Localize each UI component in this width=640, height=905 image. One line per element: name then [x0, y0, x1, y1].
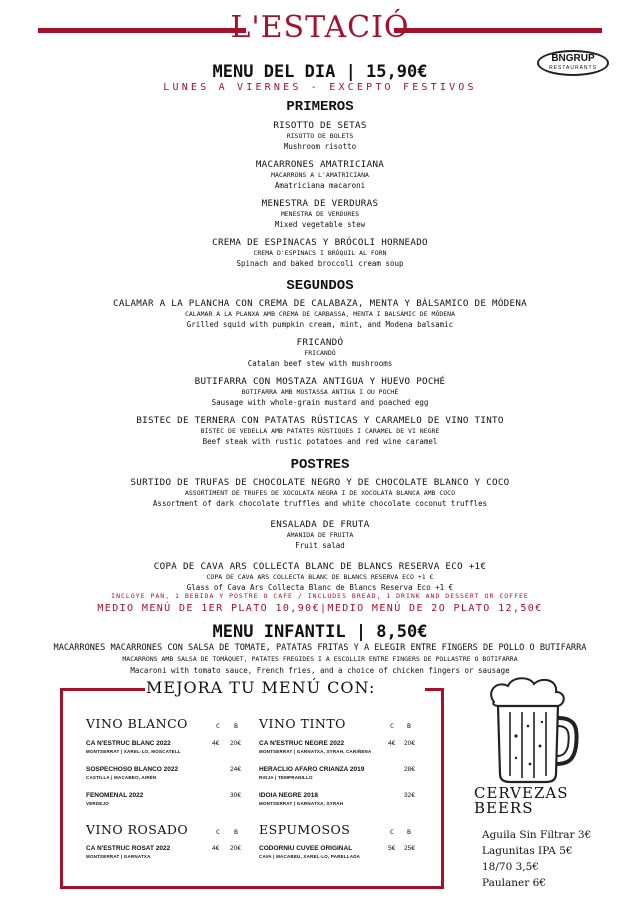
dish-catalan: AMANIDA DE FRUITA [286, 531, 354, 539]
dish-english: Amatriciana macaroni [274, 181, 366, 190]
dish-name: MACARRONES AMATRICIANA [255, 159, 385, 170]
beer-mug-icon [480, 676, 580, 786]
col-c-label: C [216, 722, 220, 730]
dish [0, 519, 640, 551]
dish-name: COPA DE CAVA ARS COLLECTA BLANC DE BLANCS RESERVA ECO +1€ [153, 561, 487, 572]
dish-catalan: BISTEC DE VEDELLA AMB PATATES RÚSTIQUES I CARAMEL DE VI NEGRE [200, 427, 440, 435]
wine-name: IDOIA NEGRE 2018 [259, 792, 319, 799]
col-b-label: B [407, 828, 411, 836]
dish-english: Mixed vegetable stew [274, 220, 366, 229]
wine-grapes: VERDEJO [86, 801, 109, 806]
wine-section-rosado-heading: VINO ROSADO [86, 822, 189, 837]
wine-section-espumosos-heading: ESPUMOSOS [259, 822, 351, 837]
section-primeros [0, 120, 640, 276]
wine-name: FENOMENAL 2022 [86, 792, 144, 799]
beer-item: Aguila Sin Filtrar 3€ [482, 829, 592, 841]
wine-section-tinto-heading: VINO TINTO [259, 716, 346, 731]
dish-catalan: MENESTRA DE VERDURES [280, 210, 360, 218]
restaurant-logo: L'ESTACIÓ [230, 10, 410, 45]
section-primeros-heading: PRIMEROS [286, 99, 354, 115]
dish-english: Macaroni with tomato sauce, French fries, and a choice of chicken fingers or sausage [130, 666, 510, 675]
col-c-label: C [216, 828, 220, 836]
dish-english: Glass of Cava Ars Collecta Blanc de Blancs Reserva Eco +1 € [186, 583, 454, 592]
dish-english: Fruit salad [295, 541, 345, 550]
wine-price-cup: 5€ [388, 845, 396, 852]
wine-box-title: MEJORA TU MENÚ CON: [146, 678, 376, 697]
wine-name: HERACLIO AFARO CRIANZA 2019 [259, 766, 365, 773]
dish-catalan: CREMA D'ESPINACS I BRÒQUIL AL FORN [253, 249, 387, 257]
section-segundos-heading: SEGUNDOS [286, 278, 354, 294]
wine-grapes: RIOJA | TEMPRANILLO [259, 775, 313, 780]
dish [0, 376, 640, 408]
dish-catalan: COPA DE CAVA ARS COLLECTA BLANC DE BLANCS RESERVA ECO +1 € [206, 573, 434, 581]
wine-grapes: MONTSERRAT | GARNATXA, SYRAH, CARIÑENA [259, 749, 372, 754]
wine-name: CA N'ESTRUC BLANC 2022 [86, 740, 171, 747]
dish-english: Spinach and baked broccoli cream soup [236, 259, 404, 268]
menu-title: MENU DEL DIA | 15,90€ [212, 62, 428, 82]
dish-name: CREMA DE ESPINACAS Y BRÓCOLI HORNEADO [212, 237, 428, 248]
dish-catalan: MACARRONS A L'AMATRICIANA [271, 171, 369, 179]
col-c-label: C [390, 722, 394, 730]
wine-price-cup: 4€ [388, 740, 396, 747]
bngrup-logo-text: BNGRUP [551, 53, 595, 64]
dish-english: Sausage with whole-grain mustard and poached egg [211, 398, 429, 407]
dish [0, 337, 640, 369]
dish [0, 415, 640, 447]
col-b-label: B [407, 722, 411, 730]
menu-infantil-title: MENU INFANTIL | 8,50€ [212, 622, 428, 642]
dish [0, 198, 640, 230]
dish-catalan: BOTIFARRA AMB MOSTASSA ANTIGA I OU POCHÉ [241, 388, 399, 396]
col-b-label: B [234, 722, 238, 730]
wine-name: CA N'ESTRUC NEGRE 2022 [259, 740, 345, 747]
wine-price-bottle: 32€ [404, 792, 415, 799]
beers-title-en: BEERS [474, 799, 534, 817]
includes-note: INCLOYE PAN, 1 BEBIDA Y POSTRE O CAFE / INCLUDES BREAD, 1 DRINK AND DESSERT OR COFFEE [111, 592, 529, 600]
col-c-label: C [390, 828, 394, 836]
wine-grapes: CAVA | MACABEU, XAREL·LO, PARELLADA [259, 854, 361, 859]
dish-catalan: RISOTTO DE BOLETS [286, 132, 354, 140]
wine-grapes: MONTSERRAT | GARNATXA, SYRAH [259, 801, 344, 806]
dish-name: BUTIFARRA CON MOSTAZA ANTIGUA Y HUEVO POCHÉ [194, 376, 446, 387]
dish [0, 561, 640, 593]
dish [0, 237, 640, 269]
wine-grapes: MONTSERRAT | XAREL·LO, MOSCATELL [86, 749, 181, 754]
wine-grapes: CASTILLA | MACABEO, AIRÉN [86, 775, 157, 780]
menu-subtitle: LUNES A VIERNES - EXCEPTO FESTIVOS [163, 82, 477, 93]
dish-english: Beef steak with rustic potatoes and red wine caramel [202, 437, 438, 446]
beers-title-es: CERVEZAS [474, 784, 569, 802]
wine-section-blanco-heading: VINO BLANCO [86, 716, 188, 731]
beer-item: Paulaner 6€ [482, 877, 546, 889]
medio-menu-prices: MEDIO MENÚ DE 1ER PLATO 10,90€|MEDIO MENÚ DE 2O PLATO 12,50€ [97, 603, 543, 614]
wine-box-top-left-rule [63, 688, 145, 691]
wine-price-bottle: 25€ [404, 845, 415, 852]
dish [0, 120, 640, 152]
dish [0, 477, 640, 509]
section-postres [0, 477, 640, 600]
dish-english: Mushroom risotto [283, 142, 357, 151]
wine-price-bottle: 24€ [230, 766, 241, 773]
dish-name: BISTEC DE TERNERA CON PATATAS RÚSTICAS Y CARAMELO DE VINO TINTO [136, 415, 504, 426]
wine-price-cup: 4€ [212, 740, 220, 747]
dish [0, 159, 640, 191]
wine-name: CA N'ESTRUC ROSAT 2022 [86, 845, 171, 852]
dish-catalan: FRICANDÓ [304, 349, 336, 357]
wine-price-bottle: 20€ [404, 740, 415, 747]
wine-name: SOSPECHOSO BLANCO 2022 [86, 766, 179, 773]
section-segundos [0, 298, 640, 454]
dish-name: SURTIDO DE TRUFAS DE CHOCOLATE NEGRO Y DE CHOCOLATE BLANCO Y COCO [130, 477, 510, 488]
dish-english: Grilled squid with pumpkin cream, mint, and Modena balsamic [186, 320, 454, 329]
dish [0, 298, 640, 330]
dish-english: Assortment of dark chocolate truffles and white chocolate coconut truffles [152, 499, 488, 508]
dish-catalan: ASSORTIMENT DE TRUFES DE XOCOLATA NEGRA I DE XOCOLATA BLANCA AMB COCO [184, 489, 456, 497]
menu-infantil-dish [0, 643, 640, 676]
dish-name: ENSALADA DE FRUTA [270, 519, 370, 530]
beer-item: 18/70 3,5€ [482, 861, 539, 873]
beer-item: Lagunitas IPA 5€ [482, 845, 573, 857]
wine-price-bottle: 28€ [404, 766, 415, 773]
section-postres-heading: POSTRES [290, 457, 350, 473]
dish-name: MACARRONES MACARRONES CON SALSA DE TOMATE, PATATAS FRITAS Y A ELEGIR ENTRE FINGERS DE POLLO O BUTIFARRA [53, 643, 587, 653]
wine-price-bottle: 20€ [230, 740, 241, 747]
dish-catalan: CALAMAR A LA PLANXA AMB CREMA DE CARBASSA, MENTA I BALSÀMIC DE MÒDENA [184, 310, 456, 318]
dish-english: Catalan beef stew with mushrooms [247, 359, 393, 368]
dish-name: FRICANDÓ [296, 337, 344, 348]
bngrup-logo-subtext: RESTAURANTS [549, 65, 597, 71]
wine-box-top-right-rule [425, 688, 441, 691]
dish-name: CALAMAR A LA PLANCHA CON CREMA DE CALABAZA, MENTA Y BÁLSAMICO DE MÓDENA [112, 298, 528, 309]
wine-price-bottle: 20€ [230, 845, 241, 852]
wine-price-cup: 4€ [212, 845, 220, 852]
dish-name: RISOTTO DE SETAS [273, 120, 367, 131]
wine-name: CODORNIU CUVEE ORIGINAL [259, 845, 353, 852]
beers-title [474, 786, 569, 816]
dish-catalan: MACARRONS AMB SALSA DE TOMÀQUET, PATATES FREGIDES I A ESCOLLIR ENTRE FINGERS DE POLLASTRE O BOTIFARRA [122, 655, 518, 663]
wine-grapes: MONTSERRAT | GARNATXA [86, 854, 151, 859]
dish-name: MENESTRA DE VERDURAS [261, 198, 379, 209]
col-b-label: B [234, 828, 238, 836]
wine-price-bottle: 30€ [230, 792, 241, 799]
